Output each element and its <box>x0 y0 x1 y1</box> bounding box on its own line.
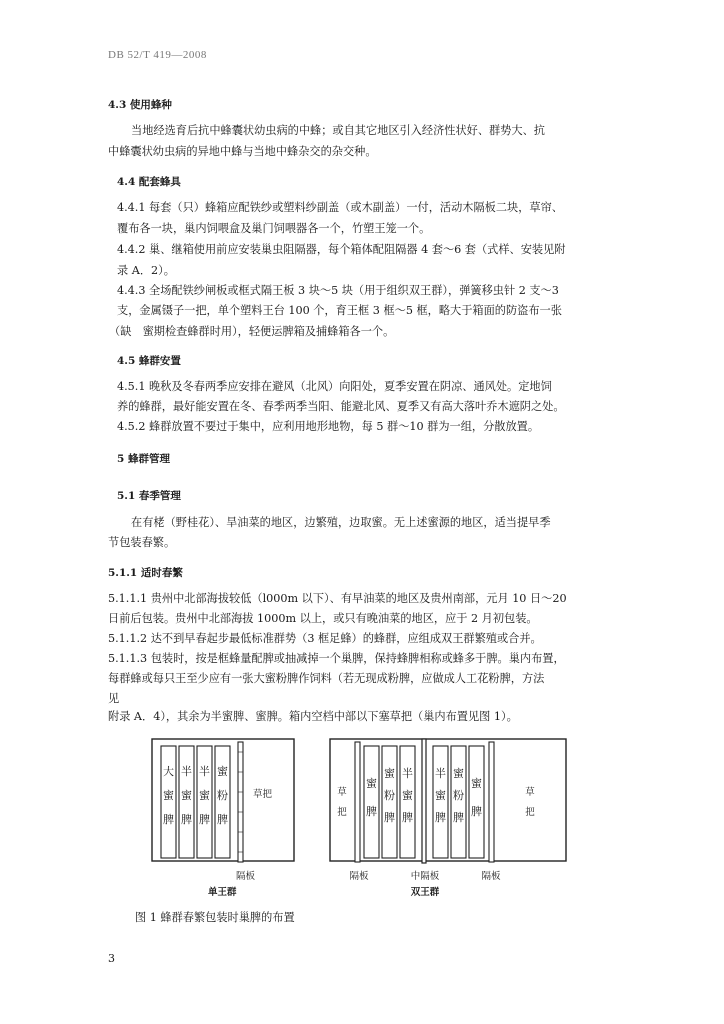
section-heading-4-4: 4.4 配套蜂具 <box>117 176 181 188</box>
paragraph-line: 4.5.1 晚秋及冬春两季应安排在避风（北风）向阳处，夏季安置在阴凉、通风处。定地饲 <box>117 380 552 393</box>
section-heading-5-1-1: 5.1.1 适时春繁 <box>108 567 183 579</box>
paragraph-line: 见 <box>108 692 120 705</box>
comb-frame <box>469 746 484 858</box>
paragraph-line: 5.1.1.2 达不到早春起步最低标准群势（3 框足蜂）的蜂群，应组成双王群繁殖或合并。 <box>108 632 542 645</box>
frame-label: 半蜜脾 <box>181 765 192 826</box>
straw-label: 草把 <box>253 789 273 800</box>
middle-partition-label: 中隔板 <box>410 871 440 882</box>
section-heading-5: 5 蜂群管理 <box>117 453 170 465</box>
page-number: 3 <box>108 952 115 965</box>
paragraph-line: 4.4.1 每套（只）蜂箱应配铁纱或塑料纱副盖（或木副盖）一付，活动木隔板二块，草帘、 <box>117 201 563 214</box>
paragraph-line: 中蜂囊状幼虫病的异地中蜂与当地中蜂杂交的杂交种。 <box>108 145 377 158</box>
paragraph-line: 支，金属镊子一把，单个塑料王台 100 个，育王框 3 框～5 框，略大于箱面的防盗布一张 <box>117 304 562 317</box>
frame-label: 蜜粉脾 <box>453 767 464 824</box>
paragraph-line: 5.1.1.1 贵州中北部海拔较低（l000m 以下）、有早油菜的地区及贵州南部，元月 10 日～20 <box>108 592 567 605</box>
section-heading-4-5: 4.5 蜂群安置 <box>117 355 181 367</box>
partition-label: 隔板 <box>349 871 369 882</box>
partition-board <box>489 742 494 862</box>
paragraph-line: 4.5.2 蜂群放置不要过于集中，应利用地形地物，每 5 群～10 群为一组，分散放置。 <box>117 420 540 433</box>
comb-frame <box>161 746 176 858</box>
frame-label: 蜜粉脾 <box>384 767 395 824</box>
double-queen-title: 双王群 <box>410 887 440 898</box>
middle-partition-board <box>422 739 426 863</box>
frame-label: 蜜脾 <box>471 777 482 818</box>
straw-label: 草把 <box>337 787 347 818</box>
frame-label: 半蜜脾 <box>435 767 446 824</box>
partition-label: 隔板 <box>481 871 501 882</box>
paragraph-line: 5.1.1.3 包装时，按是框蜂量配脾或抽减掉一个巢脾，保持蜂脾相称或蜂多于脾。巢内布置， <box>108 652 565 665</box>
comb-frame <box>400 746 415 858</box>
straw-label: 草把 <box>525 787 535 818</box>
comb-frame <box>364 746 379 858</box>
vertical-frame-labels <box>163 764 535 826</box>
frame-label: 蜜粉脾 <box>217 765 228 826</box>
paragraph-line: （缺 蜜期检查蜂群时用），轻便运脾箱及捕蜂箱各一个。 <box>109 325 395 338</box>
comb-frame <box>197 746 212 858</box>
comb-frame <box>382 746 397 858</box>
section-heading-5-1: 5.1 春季管理 <box>117 490 181 502</box>
comb-frame <box>215 746 230 858</box>
paragraph-line: 每群蜂或每只王至少应有一张大蜜粉脾作饲料（若无现成粉脾，应做成人工花粉脾，方法 <box>108 672 545 685</box>
paragraph-line: 节包装春繁。 <box>108 536 176 549</box>
partition-board <box>355 742 360 862</box>
double-queen-hive <box>330 739 566 898</box>
paragraph-line: 在有栳（野桂花）、旱油菜的地区，边繁殖，边取蜜。无上述蜜源的地区，适当提早季 <box>131 516 551 529</box>
frame-label: 大蜜脾 <box>163 765 174 826</box>
partition-board <box>238 742 243 862</box>
figure-caption: 图 1 蜂群春繁包装时巢脾的布置 <box>135 911 295 924</box>
paragraph-line: 当地经选育后抗中蜂囊状幼虫病的中蜂；或自其它地区引入经济性状好、群势大、抗 <box>131 124 545 137</box>
frame-label: 半蜜脾 <box>402 767 413 824</box>
paragraph-line: 日前后包装。贵州中北部海拔 1000m 以上，或只有晚油菜的地区，应于 2 月初包装。 <box>108 612 538 625</box>
document-id: DB 52/T 419—2008 <box>108 49 207 61</box>
paragraph-line: 4.4.3 全场配铁纱闸板或框式隔王板 3 块～5 块（用于组织双王群），弹簧移虫针 2 支～3 <box>117 284 559 297</box>
hive-layout-figure <box>150 737 570 902</box>
paragraph-line: 附录 A．4），其余为半蜜脾、蜜脾。箱内空档中部以下塞草把（巢内布置见图 1）。 <box>108 710 518 723</box>
section-heading-4-3: 4.3 使用蜂种 <box>108 99 172 111</box>
frame-label: 半蜜脾 <box>199 765 210 826</box>
frame-label: 蜜脾 <box>366 777 377 818</box>
comb-frame <box>179 746 194 858</box>
paragraph-line: 4.4.2 巢、继箱使用前应安装巢虫阻隔器，每个箱体配阻隔器 4 套～6 套（式样、安装见附 <box>117 243 566 256</box>
comb-frame <box>451 746 466 858</box>
paragraph-line: 覆布各一块，巢内饲喂盒及巢门饲喂器各一个，竹塑王笼一个。 <box>117 222 431 235</box>
paragraph-line: 录 A．2）。 <box>117 264 175 277</box>
comb-frame <box>433 746 448 858</box>
single-queen-title: 单王群 <box>208 887 237 898</box>
paragraph-line: 养的蜂群，最好能安置在冬、春季两季当阳、能避北风、夏季又有高大落叶乔木遮阴之处。 <box>117 400 565 413</box>
partition-label: 隔板 <box>236 871 256 882</box>
